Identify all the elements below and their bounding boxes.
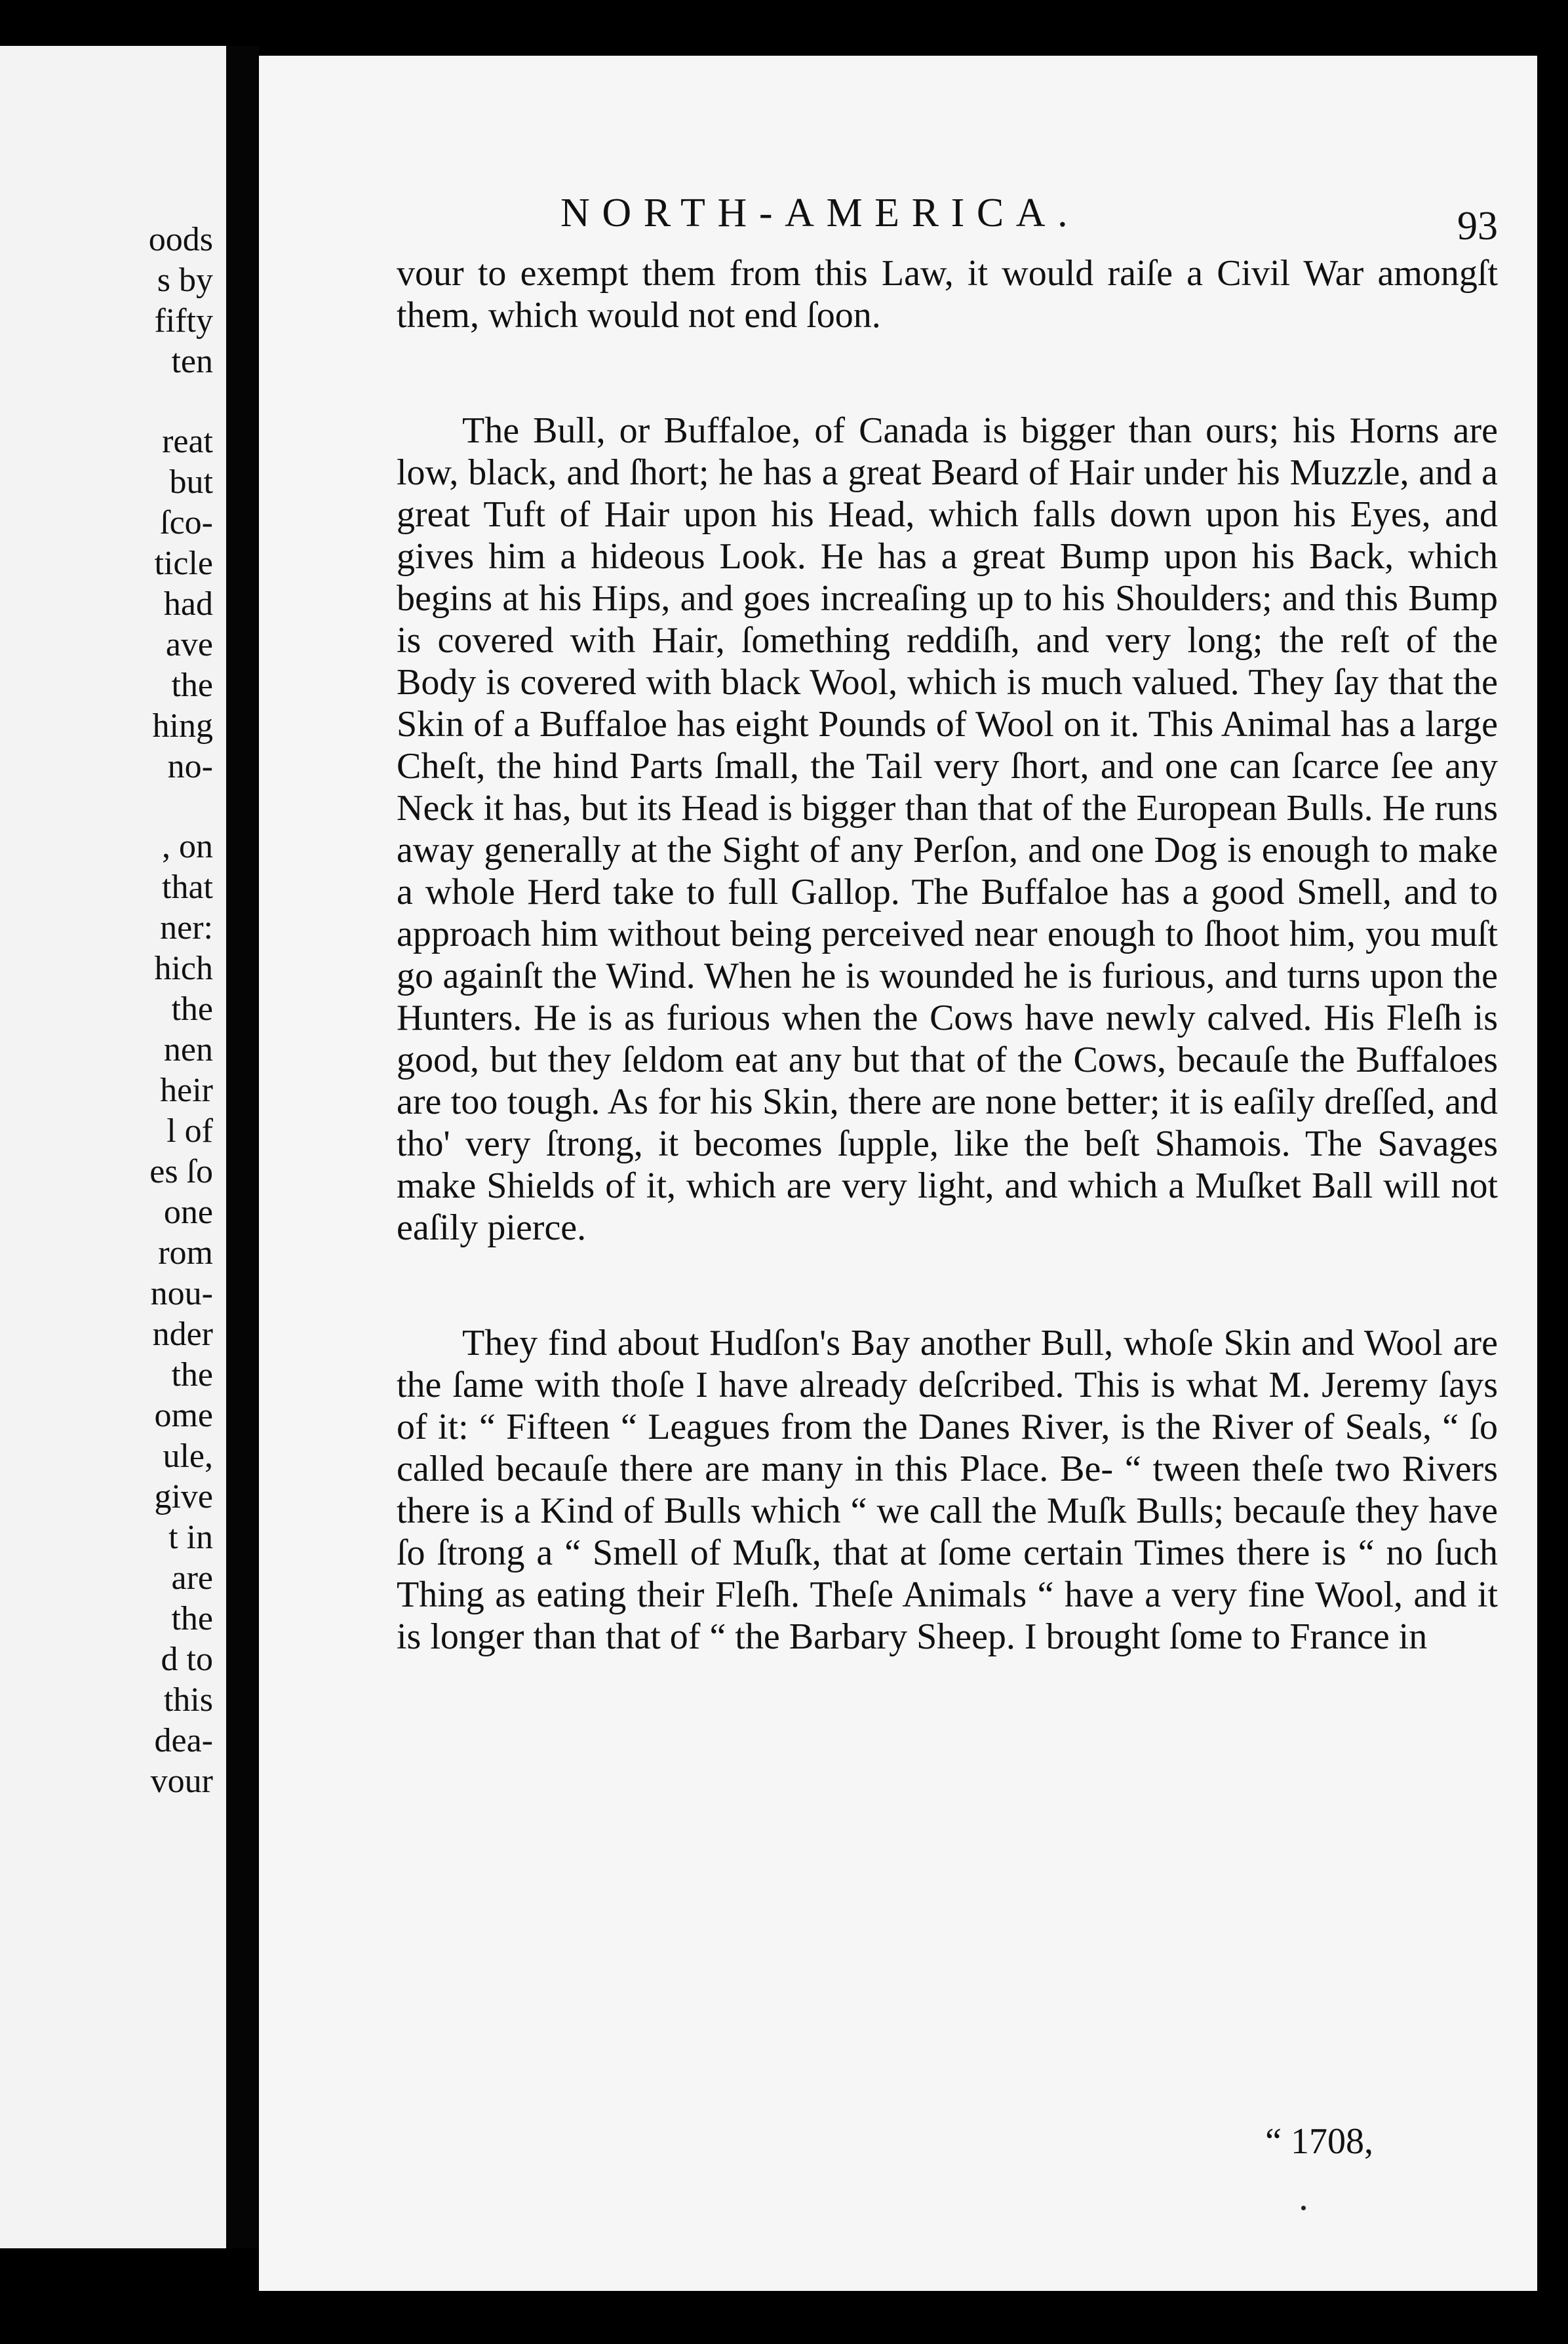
facing-page-line: the bbox=[171, 990, 213, 1028]
book-gutter bbox=[226, 46, 259, 2248]
facing-page-line: this bbox=[163, 1681, 213, 1719]
running-title: NORTH-AMERICA. bbox=[560, 191, 1080, 235]
facing-page-line: the bbox=[171, 1356, 213, 1394]
facing-page-line: nen bbox=[163, 1031, 213, 1068]
catchword: “ 1708, bbox=[1265, 2121, 1373, 2162]
facing-page-line: , on bbox=[162, 828, 213, 865]
body-text bbox=[397, 252, 1498, 1658]
facing-page-line: reat bbox=[162, 423, 213, 460]
paragraph-continuation: vour to exempt them from this Law, it would raiſe a Civil War amongſt them, which would not end ſoon. bbox=[397, 253, 1498, 336]
facing-page-line: fifty bbox=[154, 302, 213, 340]
facing-page-line: vour bbox=[150, 1763, 213, 1800]
facing-page-line: heir bbox=[160, 1072, 213, 1109]
page-number: 93 bbox=[1457, 204, 1498, 248]
facing-page-line: s by bbox=[157, 262, 213, 299]
facing-page-line: hich bbox=[154, 950, 213, 987]
facing-page-line: the bbox=[171, 667, 213, 704]
facing-page-line: ule, bbox=[163, 1437, 213, 1475]
facing-page-line: rom bbox=[158, 1234, 213, 1272]
facing-page-line: nou- bbox=[150, 1275, 213, 1312]
facing-page-line: nder bbox=[152, 1316, 213, 1353]
facing-page-line: hing bbox=[152, 707, 213, 745]
facing-page-line: t in bbox=[168, 1519, 213, 1556]
facing-page-line: that bbox=[162, 869, 213, 906]
facing-page-line: ticle bbox=[154, 545, 213, 582]
facing-page-line: no- bbox=[167, 748, 213, 785]
facing-page-line: ome bbox=[154, 1397, 213, 1434]
book-page bbox=[259, 56, 1537, 2291]
facing-page-line: l of bbox=[167, 1112, 213, 1150]
facing-page-line: are bbox=[171, 1559, 213, 1597]
ink-speck bbox=[1301, 2206, 1306, 2210]
facing-page-line: ten bbox=[171, 343, 213, 380]
facing-page bbox=[0, 46, 226, 2248]
facing-page-line: es ſo bbox=[149, 1153, 213, 1190]
facing-page-line: had bbox=[163, 585, 213, 623]
facing-page-line: but bbox=[169, 463, 213, 501]
page-header bbox=[560, 190, 1498, 262]
paragraph-buffalo: The Bull, or Buffaloe, of Canada is bigger than ours; his Horns are low, black, and ſhort; he has a great Beard of Hair under his Muzzle, and a great Tuft of Hair upon his Head, which falls down upon his Eyes, and gives him a hideous Look. He has a great Bump upon his Back, which begins at his Hips, and goes increaſing up to his Shoulders; and this Bump is covered with Hair, ſomething reddiſh, and very long; the reſt of the Body is covered with black Wool, which is much valued. They ſay that the Skin of a Buffaloe has eight Pounds of Wool on it. This Animal has a large Cheſt, the hind Parts ſmall, the Tail very ſhort, and one can ſcarce ſee any Neck it has, but its Head is bigger than that of the European Bulls. He runs away generally at the Sight of any Perſon, and one Dog is enough to make a whole Herd take to full Gallop. The Buffaloe has a good Smell, and to approach him without being perceived near enough to ſhoot him, you muſt go againſt the Wind. When he is wounded he is furious, and turns upon the Hunters. He is as furious when the Cows have newly calved. His Fleſh is good, but they ſeldom eat any but that of the Cows, becauſe the Buffaloes are too tough. As for his Skin, there are none better; it is eaſily dreſſed, and tho' very ſtrong, it becomes ſupple, like the beſt Shamois. The Savages make Shields of it, which are very light, and which a Muſket Ball will not eaſily pierce. bbox=[397, 410, 1498, 1248]
facing-page-line: one bbox=[163, 1194, 213, 1231]
facing-page-line: oods bbox=[148, 221, 213, 258]
facing-page-line: ſco- bbox=[160, 504, 213, 541]
facing-page-line: ner: bbox=[160, 909, 213, 947]
facing-page-line: ave bbox=[165, 626, 213, 663]
facing-page-line: give bbox=[154, 1478, 213, 1515]
facing-page-line: dea- bbox=[154, 1722, 213, 1759]
paragraph-musk-bull: They find about Hudſon's Bay another Bull, whoſe Skin and Wool are the ſame with thoſe I have already deſcribed. This is what M. Jeremy ſays of it: “ Fifteen “ Leagues from the Danes River, is the River of Seals, “ ſo called becauſe there are many in this Place. Be- “ tween theſe two Rivers there is a Kind of Bulls which “ we call the Muſk Bulls; becauſe they have ſo ſtrong a “ Smell of Muſk, that at ſome certain Times there is “ no ſuch Thing as eating their Fleſh. Theſe Animals “ have a very fine Wool, and it is longer than that of “ the Barbary Sheep. I brought ſome to France in bbox=[397, 1323, 1498, 1657]
facing-page-line: d to bbox=[161, 1641, 213, 1678]
facing-page-line: the bbox=[171, 1600, 213, 1637]
